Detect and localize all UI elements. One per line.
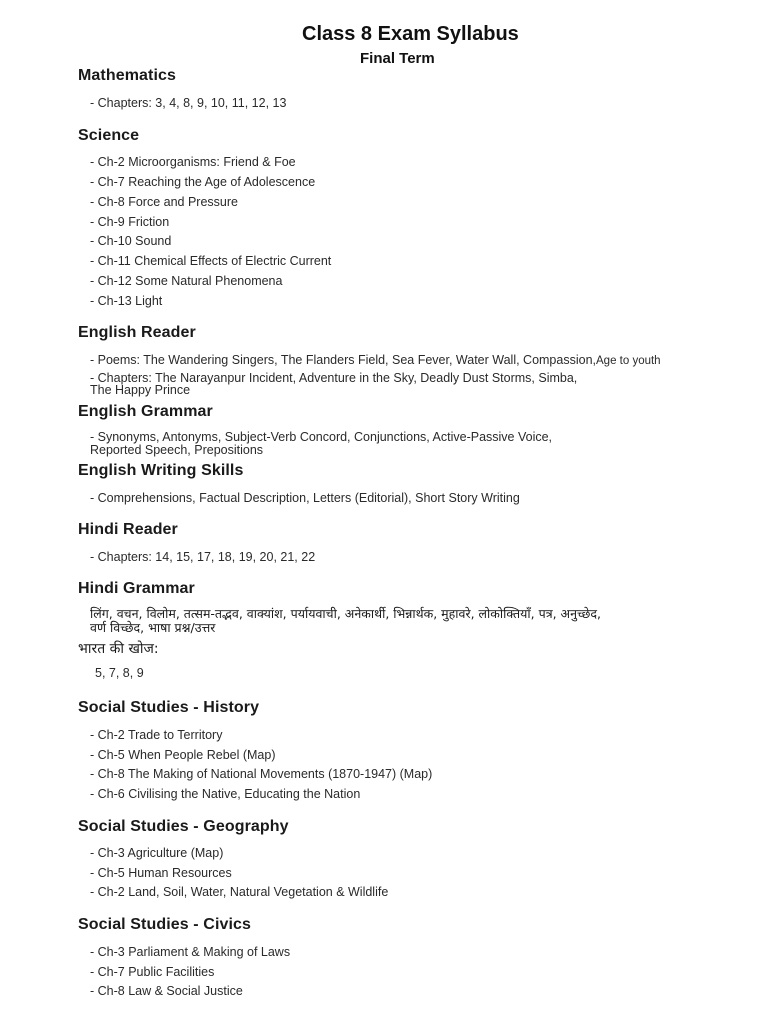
section-heading-science: Science bbox=[78, 127, 140, 144]
page-title: Class 8 Exam Syllabus bbox=[302, 23, 519, 45]
list-item: - Ch-8 The Making of National Movements (1870-1947) (Map) bbox=[90, 767, 433, 781]
grammar-line-1: - Synonyms, Antonyms, Subject-Verb Concord, Conjunctions, Active-Passive Voice, bbox=[90, 430, 553, 444]
list-item: - Ch-12 Some Natural Phenomena bbox=[90, 274, 283, 288]
list-item: - Chapters: 14, 15, 17, 18, 19, 20, 21, 22 bbox=[90, 550, 316, 564]
hindi-grammar-line-2: वर्ण विच्छेद, भाषा प्रश्न/उत्तर bbox=[90, 620, 216, 635]
list-item: - Ch-2 Trade to Territory bbox=[90, 728, 223, 742]
section-heading-geography: Social Studies - Geography bbox=[78, 818, 289, 835]
poems-text: - Poems: The Wandering Singers, The Flanders Field, Sea Fever, Water Wall, Compassion, bbox=[90, 353, 596, 367]
section-heading-english-grammar: English Grammar bbox=[78, 403, 213, 420]
section-heading-english-reader: English Reader bbox=[78, 324, 196, 341]
list-item: - Ch-11 Chemical Effects of Electric Current bbox=[90, 254, 332, 268]
list-item: - Comprehensions, Factual Description, Letters (Editorial), Short Story Writing bbox=[90, 491, 520, 505]
list-item: - Ch-8 Law & Social Justice bbox=[90, 984, 243, 998]
list-item-poems bbox=[90, 353, 661, 367]
section-heading-history: Social Studies - History bbox=[78, 699, 260, 716]
list-item: - Ch-13 Light bbox=[90, 294, 163, 308]
list-item: - Ch-7 Reaching the Age of Adolescence bbox=[90, 175, 316, 189]
list-item: - Ch-6 Civilising the Native, Educating the Nation bbox=[90, 787, 361, 801]
list-item: - Ch-7 Public Facilities bbox=[90, 965, 215, 979]
list-item: - Ch-8 Force and Pressure bbox=[90, 195, 238, 209]
section-heading-bharat-ki-khoj: भारत की खोज: bbox=[78, 641, 159, 657]
grammar-line-2: Reported Speech, Prepositions bbox=[90, 443, 264, 457]
list-item: - Ch-2 Microorganisms: Friend & Foe bbox=[90, 155, 296, 169]
section-heading-english-writing: English Writing Skills bbox=[78, 462, 244, 479]
section-heading-civics: Social Studies - Civics bbox=[78, 916, 252, 933]
page-subtitle: Final Term bbox=[360, 50, 435, 67]
list-item: - Ch-3 Parliament & Making of Laws bbox=[90, 945, 291, 959]
section-heading-mathematics: Mathematics bbox=[78, 67, 177, 84]
chapters-line-2: The Happy Prince bbox=[90, 383, 191, 397]
list-item: - Ch-2 Land, Soil, Water, Natural Vegetation & Wildlife bbox=[90, 885, 389, 899]
list-item: - Ch-3 Agriculture (Map) bbox=[90, 846, 224, 860]
list-item: - Ch-9 Friction bbox=[90, 215, 170, 229]
list-item: - Ch-5 When People Rebel (Map) bbox=[90, 748, 276, 762]
list-item: 5, 7, 8, 9 bbox=[95, 666, 144, 680]
list-item: - Chapters: 3, 4, 8, 9, 10, 11, 12, 13 bbox=[90, 96, 287, 110]
section-heading-hindi-grammar: Hindi Grammar bbox=[78, 580, 195, 597]
chapters-line-1: - Chapters: The Narayanpur Incident, Adventure in the Sky, Deadly Dust Storms, Simba, bbox=[90, 371, 578, 385]
list-item: - Ch-5 Human Resources bbox=[90, 866, 232, 880]
hindi-grammar-line-1: लिंग, वचन, विलोम, तत्सम-तद्भव, वाक्यांश, पर्यायवाची, अनेकार्थी, भिन्नार्थक, मुहावरे, लोकोक्तियाँ, पत्र, अनुच्छेद, bbox=[90, 606, 602, 621]
poems-tail: Age to youth bbox=[596, 355, 661, 367]
section-heading-hindi-reader: Hindi Reader bbox=[78, 521, 178, 538]
list-item: - Ch-10 Sound bbox=[90, 234, 172, 248]
